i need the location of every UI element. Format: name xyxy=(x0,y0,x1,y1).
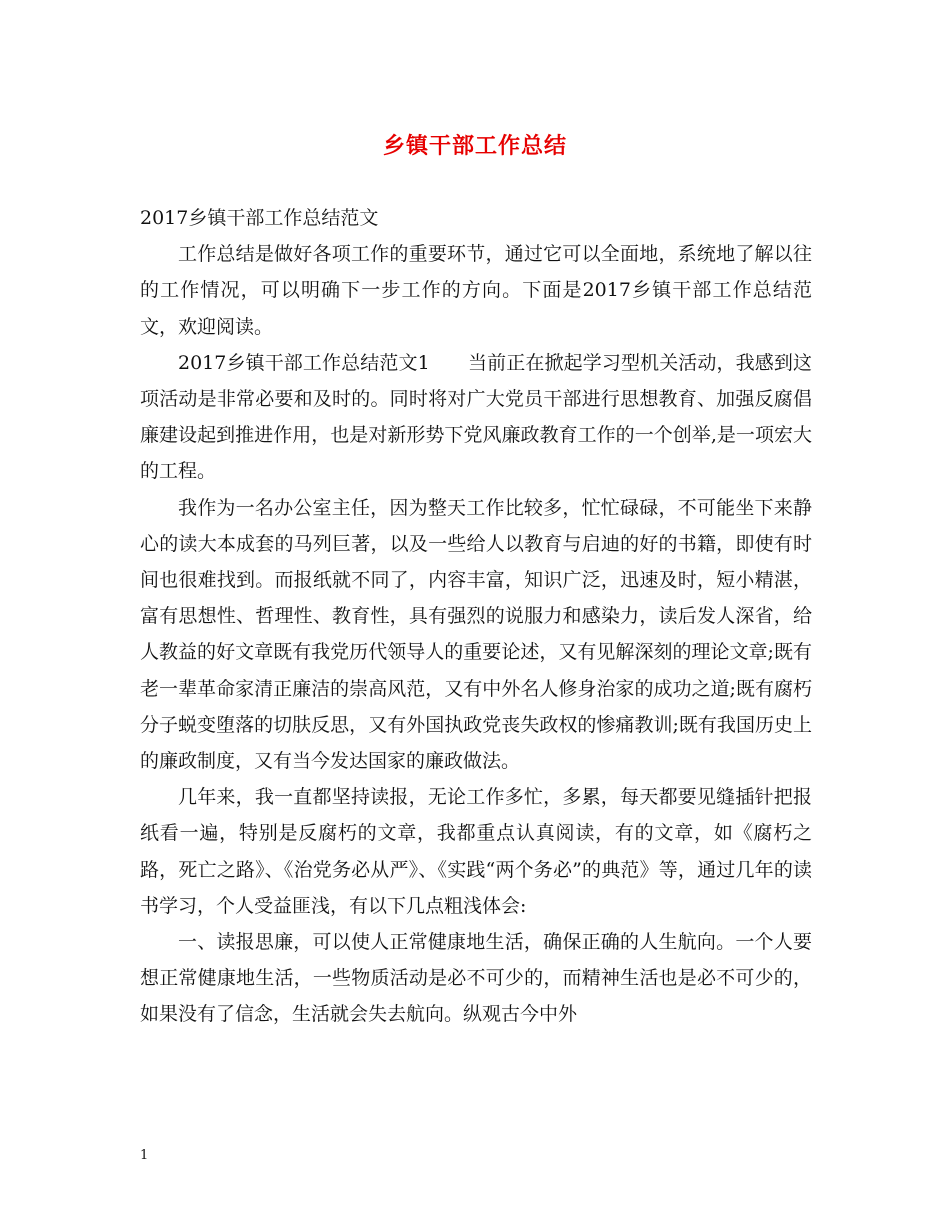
paragraph-point-one: 一、读报思廉，可以使人正常健康地生活，确保正确的人生航向。一个人要想正常健康地生活，一些物质活动是必不可少的，而精神生活也是必不可少的，如果没有了信念，生活就会失去航向。纵观古今中外 xyxy=(140,931,812,1026)
document-title: 乡镇干部工作总结 xyxy=(382,134,567,159)
paragraph-reading-habit: 几年来，我一直都坚持读报，无论工作多忙，多累，每天都要见缝插针把报纸看一遍，特别是反腐朽的文章，我都重点认真阅读，有的文章，如《腐朽之路，死亡之路》、《治党务必从严》、《实践“两个务必”的典范》等，通过几年的读书学习，个人受益匪浅，有以下几点粗浅体会: xyxy=(140,786,812,917)
paragraph-office-director: 我作为一名办公室主任，因为整天工作比较多，忙忙碌碌，不可能坐下来静心的读大本成套的马列巨著，以及一些给人以教育与启迪的好的书籍，即使有时间也很难找到。而报纸就不同了，内容丰富，知识广泛，迅速及时，短小精湛，富有思想性、哲理性、教育性，具有强烈的说服力和感染力，读后发人深省，给人教益的好文章既有我党历代领导人的重要论述，又有见解深刻的理论文章;既有老一辈革命家清正廉洁的崇高风范，又有中外名人修身治家的成功之道;既有腐朽分子蜕变堕落的切肤反思，又有外国执政党丧失政权的惨痛教训;既有我国历史上的廉政制度，又有当今发达国家的廉政做法。 xyxy=(140,496,812,773)
paragraph-example-1: 2017乡镇干部工作总结范文1 当前正在掀起学习型机关活动，我感到这项活动是非常必要和及时的。同时将对广大党员干部进行思想教育、加强反腐倡廉建设起到推进作用，也是对新形势下党风廉政教育工作的一个创举,是一项宏大的工程。 xyxy=(140,351,812,483)
page-number: 1 xyxy=(140,1148,149,1163)
paragraph-intro: 工作总结是做好各项工作的重要环节，通过它可以全面地，系统地了解以往的工作情况，可以明确下一步工作的方向。下面是2017乡镇干部工作总结范文，欢迎阅读。 xyxy=(140,243,812,338)
document-body xyxy=(140,200,812,1033)
document-subtitle: 2017乡镇干部工作总结范文 xyxy=(140,207,379,229)
